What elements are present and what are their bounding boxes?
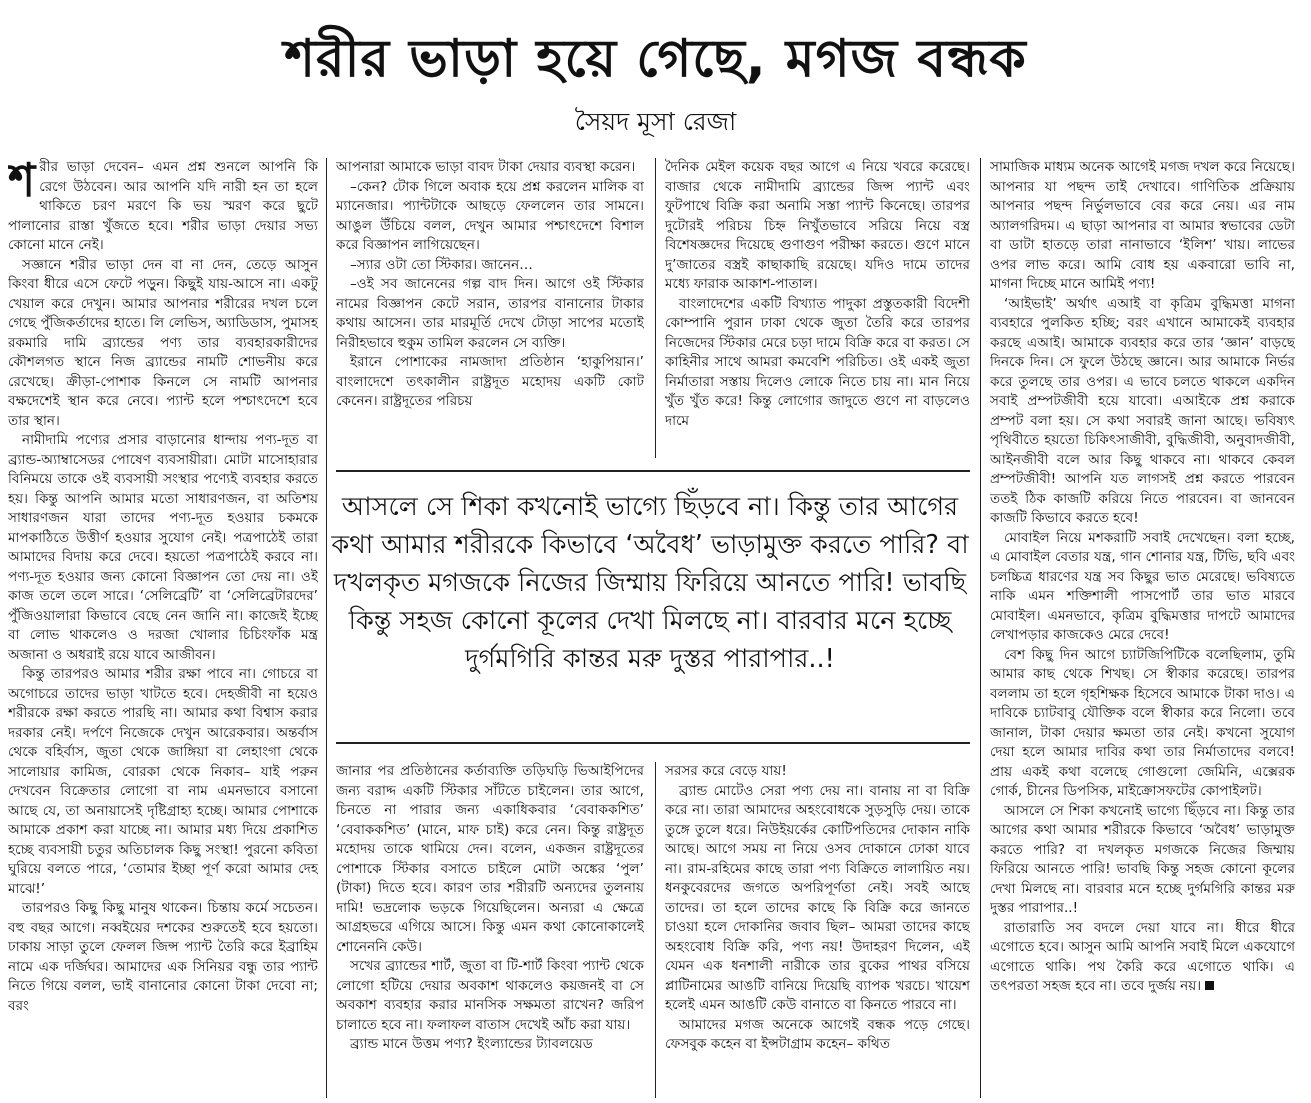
paragraph: রাতারাতি সব বদলে দেয়া যাবে না। ধীরে ধীরে এগোতে হবে। আসুন আমি আপনি সবাই মিলে একযোগে এগোতে থাকি। পথ কৈরি করে এগোতে থাকি। এ তৎপরতা সহজ হবে না। তবে দুর্জয় নয়। xyxy=(990,919,1295,994)
paragraph: আমাদের মগজ অনেকে আগেই বন্ধক পড়ে গেছে। ফেসবুক কহেন বা ইন্সটাগ্রাম কহেন– কথিত xyxy=(665,1016,970,1052)
pull-quote-bottom-rule xyxy=(336,742,970,744)
paragraph: জানার পর প্রতিষ্ঠানের কর্তাব্যক্তি তড়িঘড়ি ভিআইপিদের জন্য বরাদ্দ একটি স্টিকার সাঁটতে চাইলেন। তার আগে, চিনতে না পারার জন্য একাধিকবার ‘বেবাককশিত’ ‘বেবাককশিত’ (মানে, মাফ চাই) করে নেন। কিন্তু রাষ্ট্রদূত মহোদয় তাকে থামিয়ে দেন। বলেন, একজন রাষ্ট্রদূতের পোশাকে স্টিকার বসাতে চাইলে মোটা অঙ্কের ‘পুল’ (টাকা) দিতে হবে। কারণ তার শরীরটি অন্যদের তুলনায় দামি! ভদ্রলোক ভড়কে গিয়েছিলেন। অন্যরা এ ক্ষেত্রে আগ্রহভরে এগিয়ে আসে। কিন্তু এমন কথা কোনোকালেই শোনেননি কেউ। xyxy=(336,763,644,955)
paragraph: সজ্ঞানে শরীর ভাড়া দেন বা না দেন, তেড়ে আসুন কিংবা ধীরে এসে ফেটে পড়ুন। কিছুই যায়-আসে না। একটু খেয়াল করে দেখুন। আমার আপনার শরীরের দখল চলে গেছে পুঁজিকর্তাদের হাতে। লি লেভিস, অ্যাডিডাস, পুমাসহ রকমারি দামি ব্র্যান্ডের পণ্য তার ব্যবহারকারীদের কৌশলগত স্থানে নিজ ব্র্যান্ডের নামটি শোভনীয় করে রেখেছে। ক্রীড়া-পোশাক কিনলে সে নামটি আপনার বক্ষদেশেই স্থান করে নেবে। প্যান্ট হলে পশ্চাৎদেশে হবে তার স্থান। xyxy=(8,256,318,429)
paragraph: মোবাইল নিয়ে মশকরাটি সবাই দেখেছেন। বলা হচ্ছে, এ মোবাইল বেতার যন্ত্র, গান শোনার যন্ত্র, টিভি, ছবি এবং চলচ্চিত্র ধারণের যন্ত্র সব কিছুর ভাত মেরেছে। ভবিষ্যতে নাকি এমন শক্তিশালী পাসপোর্ট তার ভাত মারবে মোবাইল। এমনভাবে, কৃত্রিম বুদ্ধিমত্তার দাপটে আমাদের লেখাপড়ার কাজকেও মেরে দেবে! xyxy=(990,529,1295,643)
paragraph: শরীর ভাড়া দেবেন– এমন প্রশ্ন শুনলে আপনি কি রেগে উঠবেন। আর আপনি যদি নারী হন তা হলে থাকিতে চরণ মরণে কি ভয় স্মরণ করে ছুটে পালানোর রাস্তা খুঁজতে হবে। শরীর ভাড়া দেয়ার সভ্য কোনো মানে নেই। xyxy=(8,158,318,253)
column-2-bottom xyxy=(336,762,644,1098)
column-divider xyxy=(655,762,656,1098)
byline: সৈয়দ মূসা রেজা xyxy=(574,107,737,136)
paragraph: বেশ কিছু দিন আগে চ্যাটজিপিটিকে বলেছিলাম, তুমি আমার কাছ থেকে শিখছ। সে স্বীকার করেছে। তারপর বললাম তা হলে গৃহশিক্ষক হিসেবে আমাকে টাকা দাও। এ দাবিকে চ্যাটবাবু যৌক্তিক বলে স্বীকার করে নিলো। তবে জানাল, টাকা দেয়ার ক্ষমতা তার নেই। কখনো সুযোগ দেয়া হলে আমার দাবির কথা তার নির্মাতাদের বলবে! প্রায় একই কথা বলেছে গোগুলো জেমিনি, এক্সেরক গোর্ক, চীনের ডিপসিক, মাইক্রোসফটের কোপাইলট। xyxy=(990,646,1295,799)
paragraph: আপনারা আমাকে ভাড়া বাবদ টাকা দেয়ার ব্যবস্থা করেন। xyxy=(336,159,636,175)
column-4 xyxy=(990,158,1295,1103)
paragraph: ব্র্যান্ড মোটেও সেরা পণ্য দেয় না। বানায় না বা বিক্রি করে না। তারা আমাদের অহংবোধকে সুড়সুড়ি দেয়। তাকে তুঙ্গে তুলে ধরে। নিউইয়র্কের কোটিপতিদের দোকান নাকি আছে। আগে সময় না নিয়ে ওসব দোকানে ঢোকা যাবে না। রাম-রহিমের কাছে তারা পণ্য বিক্রিতে লালায়িত নয়। ধনকুবেরদের জগতে অপরিপূর্ণতা নেই। সবই আছে তাদের। তা হলে তাদের কাছে কি বিক্রি করে জানতে চাওয়া হলে দোকানির জবাব ছিল– আমরা তাদের কাছে অহংবোধ বিক্রি করি, পণ্য নয়! উদাহরণ দিলেন, এই যেমন এক ধনশালী নারীকে তার বুকের পাথর বসিয়ে প্লাটিনামের আঙটি বানিয়ে দিয়েছি ব্যাপক খরচে। খায়েশ হলেই এমন আঙটি কেউ বানাতে বা কিনতে পারবে না। xyxy=(665,782,970,1013)
paragraph: নামীদামি পণ্যের প্রসার বাড়ানোর ধান্দায় পণ্য-দূত বা ব্র্যান্ড-অ্যাম্বাসেডর পোষেণ ব্যবসায়ীরা। মোটা মাসোহারার বিনিময়ে তাকে ওই ব্যবসায়ী সংস্থার পণ্যেই ব্যবহার করতে হয়। কিন্তু আপনি আমার মতো সাধারণজন, বা অতিশয় সাধারণজন যারা তাদের পণ্য-দূত হওয়ার চকমকে মাপকাঠিতে উত্তীর্ণ হওয়ার সুযোগ নেই। পত্রপাঠেই তারা আমাদের বিদায় করে দেবে। হয়তো পত্রপাঠেই করবে না। পণ্য-দূত হওয়ার জন্য কোনো বিজ্ঞাপন তো দেয় না। ওই কাজ তলে তলে সারে। ‘সেলিব্রেটি’ বা ‘সেলিব্রেটারদের’ পুঁজিওয়ালারা কিভাবে বেছে নেন জানি না। কাজেই ইচ্ছে বা লোভ থাকলেও ও দরজা খোলার চিচিংফাঁক মন্ত্র অজানা ও অধরাই রয়ে যাবে আজীবন। xyxy=(8,432,318,663)
column-divider xyxy=(326,158,327,1098)
pull-quote: আসলে সে শিকা কখনোই ভাগ্যে ছিঁড়বে না। কিন্তু তার আগের কথা আমার শরীরকে কিভাবে ‘অবৈধ’ ভাড়ামুক্ত করতে পারি? বা দখলকৃত মগজকে নিজের জিম্মায় ফিরিয়ে আনতে পারি! ভাবছি কিন্তু সহজ কোনো কূলের দেখা মিলছে না। বারবার মনে হচ্ছে দুর্গমগিরি কান্তর মরু দুস্তর পারাপার..! xyxy=(331,492,969,674)
paragraph: ব্র্যান্ড মানে উত্তম পণ্য? ইংল্যান্ডের ট্যাবলয়েড xyxy=(350,1036,593,1052)
paragraph: তারপরও কিছু কিছু মানুষ থাকেন। চিন্তায় কর্মে সচেতন। বহু বছর আগে। নব্বইয়ের দশকের শুরুতেই হবে হয়তো। ঢাকায় সাড়া তুলে ফেলল জিন্স প্যান্ট তৈরি করে ইব্রাহিম নামে এক দর্জিঘর। আমাদের এক সিনিয়র বন্ধু তার প্যান্ট নিতে গিয়ে বলল, ভাই বানানোর কোনো টাকা দেবো না; বরং xyxy=(8,900,318,1014)
paragraph: সরসর করে বেড়ে যায়! xyxy=(665,763,787,779)
pull-quote-top-rule xyxy=(336,470,970,472)
paragraph: কিন্তু তারপরও আমার শরীর রক্ষা পাবে না। গোচরে বা অগোচরে তাদের ভাড়া খাটতে হবে। দেহজীবী না হয়েও শরীরকে রক্ষা করতে পারছি না। আমার কথা বিশ্বাস করার দরকার নেই। দর্পণে নিজেকে দেখুন আরেকবার। অন্তর্বাস থেকে বহির্বাস, জুতা থেকে জাঙ্গিয়া বা লেহাংগা থেকে সালোয়ার কামিজ, বোরকা থেকে নিকাব– যাই পরুন দেখবেন বিক্রেতার লোগো বা নাম এমনভাবে বসানো আছে যে, তা অনায়াসেই দৃষ্টিগ্রাহ্য হচ্ছে। আমার পোশাকে আমাকে প্রকাশ করা যাচ্ছে না। আমার মধ্য দিয়ে প্রকাশিত হচ্ছে ব্যবসায়ী চতুর অতিচালক কিছু সংস্থা! পুরনো কবিতা ঘুরিয়ে বলতে পারে, ‘তোমার ইচ্ছা পূর্ণ করো আমার দেহ মাঝে!’ xyxy=(8,666,318,897)
column-3-top xyxy=(665,158,970,458)
dropcap: শ xyxy=(8,158,36,207)
paragraph: –স্যার ওটা তো স্টিকার। জানেন… xyxy=(350,256,533,273)
paragraph: সামাজিক মাধ্যম অনেক আগেই মগজ দখল করে নিয়েছে। আপনার যা পছন্দ তাই দেখাবে। গাণিতিক প্রক্রিয়ায় আপনার পছন্দ নির্ভুলভাবে বের করে নেয়। এর নাম অ্যালগরিদম। এ ছাড়া আপনার বা আমার স্বভাবের ডেটা বা ডাটা হাতড়ে তারা নানাভাবে ‘ইলিশ’ খায়। লাভের ওপর লাভ করে। আমি বোধ হয় একবারো ভাবি না, মাগনা দিচ্ছে মানে আমিই পণ্য! xyxy=(990,159,1295,292)
paragraph: আসলে সে শিকা কখনোই ভাগ্যে ছিঁড়বে না। কিন্তু তার আগের কথা আমার শরীরকে কিভাবে ‘অবৈধ’ ভাড়ামুক্ত করতে পারি? বা দখলকৃত মগজকে নিজের জিম্মায় ফিরিয়ে আনতে পারি! ভাবছি কিন্তু সহজ কোনো কূলের দেখা মিলছে না। বারবার মনে হচ্ছে দুর্গমগিরি কান্তর মরু দুস্তর পারাপার..! xyxy=(990,802,1295,916)
paragraph: সখের ব্র্যান্ডের শার্ট, জুতা বা টি-শার্ট কিংবা প্যান্ট থেকে লোগো হটিয়ে দেয়ার অবকাশ থাকলেও কয়জনই বা সে অবকাশ ব্যবহার করার মানসিক সক্ষমতা রাখেন? জরিপ চালাতে হবে না। ফলাফল বাতাস দেখেই আঁচ করা যায়। xyxy=(336,958,644,1033)
column-1 xyxy=(8,158,318,1103)
column-divider xyxy=(655,158,656,458)
paragraph: বাংলাদেশের একটি বিখ্যাত পাদুকা প্রস্তুতকারী বিদেশী কোম্পানি পুরান ঢাকা থেকে জুতা তৈরি করে তারপর নিজেদের স্টিকার মেরে চড়া দামে বিক্রি করে বা করত। সে কাহিনীর সাথে আমরা কমবেশি পরিচিত। ওই একই জুতা নির্মাতারা সস্তায় দিলেও লোকে নিতে চায় না। মান নিয়ে খুঁত খুঁত করে! কিন্তু লোগোর জাদুতে গুণে না বাড়লেও দামে xyxy=(665,295,970,429)
paragraph: ইরানে পোশাকের নামজাদা প্রতিষ্ঠান ‘হাকুপিয়ান।’ বাংলাদেশে তৎকালীন রাষ্ট্রদূত মহোদয় একটি কোট কেনেন। রাষ্ট্রদূতের পরিচয় xyxy=(336,354,644,409)
column-2-top xyxy=(336,158,644,458)
paragraph: –ওই সব জানেনের গল্প বাদ দিন। আগে ওই স্টিকার নামের বিজ্ঞাপন কেটে সরান, তারপর বানানোর টাকার কথায় আসেন। তার মারমূর্তি দেখে টোড়া সাপের মতোই নিরীহভাবে হুকুম তামিল করলেন সে ব্যক্তি। xyxy=(336,276,644,351)
paragraph: –কেন? টোক গিলে অবাক হয়ে প্রশ্ন করলেন মালিক বা ম্যানেজার। প্যান্টটাকে আছড়ে ফেললেন তার সামনে। আঙুল উঁচিয়ে বলল, দেখুন আমার পশ্চাৎদেশে বিশাল করে বিজ্ঞাপন লাগিয়েছেন। xyxy=(336,178,644,253)
end-mark xyxy=(1205,981,1214,990)
column-3-bottom xyxy=(665,762,970,1098)
column-divider xyxy=(980,158,981,1098)
headline: শরীর ভাড়া হয়ে গেছে, মগজ বন্ধক xyxy=(284,29,1027,89)
paragraph: ‘আইভাই’ অর্থাৎ এআই বা কৃত্রিম বুদ্ধিমত্তা মাগনা ব্যবহারে পুলকিত হচ্ছি; বরং এখানে আমাকেই ব্যবহার করছে এআই। আমাকে ব্যবহার করে তার ‘জ্ঞান’ বাড়ছে দিনকে দিন। সে ফুলে উঠছে জ্ঞানে। আর আমাকে নির্ভর করে তুলছে তার ওপর। এ ভাবে চলতে থাকলে একদিন সবাই প্রম্পটজীবী হয়ে যাবো। এআইকে প্রশ্ন করাকে প্রম্পট বলা হয়। সে কথা সবারই জানা আছে। ভবিষ্যৎ পৃথিবীতে হয়তো চিকিৎসাজীবী, বুদ্ধিজীবী, অনুবাদজীবী, আইনজীবী বলে আর কিছু থাকবে না। থাকবে কেবল প্রম্পটজীবী! আপনি যত লাগসই প্রশ্ন করতে পারবেন ততই ঠিক কাজটি করিয়ে নিতে পারবেন। বা জানবেন কাজটি কিভাবে করতে হবে! xyxy=(990,295,1295,526)
paragraph: দৈনিক মেইল কয়েক বছর আগে এ নিয়ে খবরে করেছে। বাজার থেকে নামীদামি ব্র্যান্ডের জিন্স প্যান্ট এবং ফুটপাথে বিক্রি করা অনামি সস্তা প্যান্ট কিনেছে। তারপর দুটোরই পরিচয় চিহ্ন নিখুঁতভাবে সরিয়ে নিয়ে বস্ত্র বিশেষজ্ঞদের দিয়েছে গুণাগুণ পরীক্ষা করতে। গুণে মানে দু’জাতের বস্ত্রই কাছাকাছি রয়েছে। যদিও দামে তাদের মধ্যে ফারাক আকাশ-পাতাল। xyxy=(665,159,970,292)
